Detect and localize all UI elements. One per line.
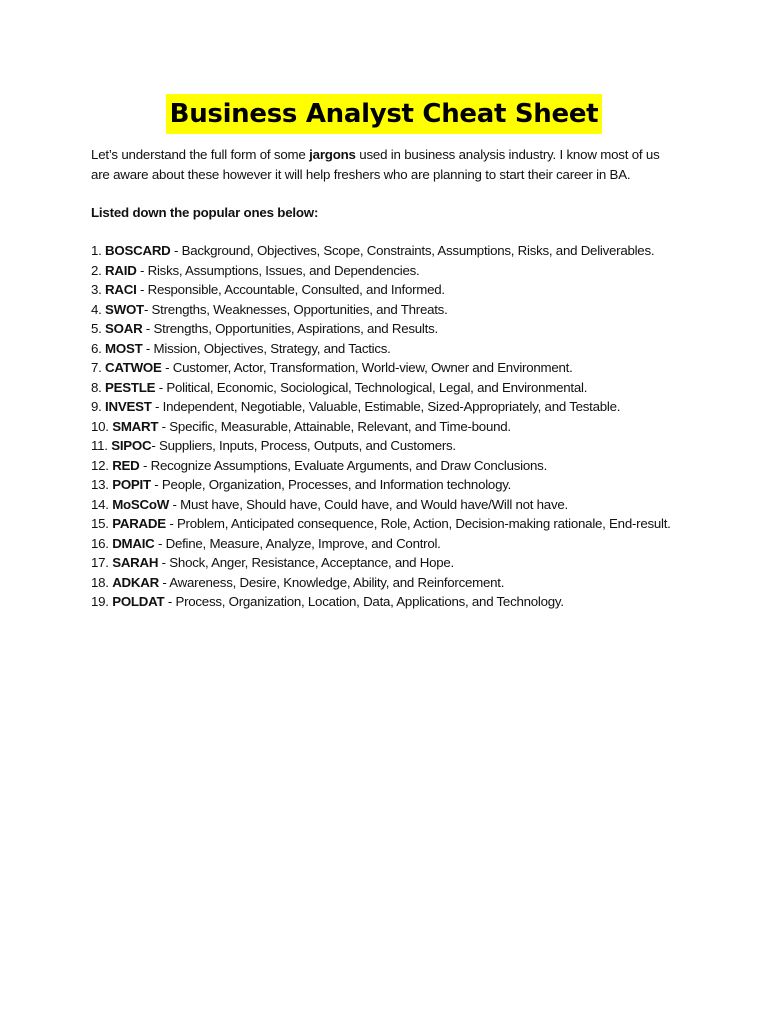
list-item-definition: - Political, Economic, Sociological, Technological, Legal, and Environmental. — [155, 379, 588, 395]
list-item-definition: - Strengths, Weaknesses, Opportunities, and Threats. — [143, 301, 448, 317]
list-item-acronym: SMART — [112, 418, 159, 434]
list-item-number: 7. — [91, 360, 102, 375]
list-item-number: 15. — [91, 516, 109, 531]
list-item-number: 6. — [91, 340, 102, 356]
intro-bold-term: jargons — [309, 147, 356, 162]
list-item-definition: - Responsible, Accountable, Consulted, and Informed. — [136, 282, 445, 297]
title-container — [0, 94, 768, 134]
intro-text-before: Let’s understand the full form of some — [91, 147, 310, 162]
list-item-number: 5. — [91, 321, 102, 336]
list-item-number: 9. — [91, 399, 102, 414]
list-item — [91, 436, 671, 456]
list-item-acronym: PESTLE — [105, 379, 156, 395]
list-item-definition: - Shock, Anger, Resistance, Acceptance, and Hope. — [158, 555, 454, 570]
list-item-acronym: BOSCARD — [105, 243, 171, 258]
list-item-number: 19. — [91, 594, 109, 609]
list-item-number: 8. — [91, 379, 102, 395]
list-item — [91, 495, 671, 515]
list-item — [91, 417, 671, 437]
document-title: Business Analyst Cheat Sheet — [166, 94, 603, 134]
intro-paragraph — [91, 145, 681, 185]
list-item — [91, 475, 671, 495]
list-item — [91, 319, 671, 339]
list-item — [91, 456, 671, 476]
list-item-number: 18. — [91, 574, 109, 590]
list-item-definition: - Risks, Assumptions, Issues, and Dependencies. — [136, 262, 420, 278]
list-item-number: 2. — [91, 262, 102, 278]
list-item-acronym: INVEST — [105, 399, 152, 414]
list-item — [91, 573, 671, 593]
list-item-number: 12. — [91, 457, 109, 473]
list-item-acronym: PARADE — [112, 516, 166, 531]
list-item-acronym: SOAR — [105, 321, 143, 336]
list-item — [91, 378, 671, 398]
list-item-definition: - Define, Measure, Analyze, Improve, and Control. — [154, 535, 441, 551]
list-item — [91, 514, 671, 534]
list-item — [91, 397, 671, 417]
list-item — [91, 358, 671, 378]
list-item-number: 14. — [91, 496, 109, 512]
list-item — [91, 261, 671, 281]
list-item-definition: - Independent, Negotiable, Valuable, Estimable, Sized-Appropriately, and Testable. — [151, 399, 621, 414]
acronym-list — [91, 241, 671, 612]
list-item-acronym: DMAIC — [112, 535, 155, 551]
list-item — [91, 241, 671, 261]
list-item-definition: - Customer, Actor, Transformation, World-view, Owner and Environment. — [161, 360, 573, 375]
list-item-number: 4. — [91, 301, 102, 317]
list-item-number: 16. — [91, 535, 109, 551]
list-heading: Listed down the popular ones below: — [91, 205, 319, 220]
list-item-definition: - Process, Organization, Location, Data, Applications, and Technology. — [164, 594, 564, 609]
list-item-number: 17. — [91, 555, 109, 570]
list-item-acronym: CATWOE — [105, 360, 162, 375]
list-item-acronym: POLDAT — [112, 594, 165, 609]
list-item-definition: - Background, Objectives, Scope, Constraints, Assumptions, Risks, and Deliverables. — [170, 243, 655, 258]
list-item-number: 3. — [91, 282, 102, 297]
list-item-acronym: SWOT — [105, 301, 144, 317]
list-item — [91, 280, 671, 300]
list-item-acronym: RACI — [105, 282, 137, 297]
list-item-definition: - Must have, Should have, Could have, and Would have/Will not have. — [169, 496, 568, 512]
list-item-acronym: ADKAR — [112, 574, 159, 590]
list-item-acronym: MoSCoW — [112, 496, 170, 512]
list-item-number: 13. — [91, 477, 109, 492]
list-item — [91, 300, 671, 320]
list-item-definition: - Mission, Objectives, Strategy, and Tactics. — [142, 340, 391, 356]
list-item-definition: - Recognize Assumptions, Evaluate Arguments, and Draw Conclusions. — [139, 457, 548, 473]
list-item-acronym: SIPOC — [111, 438, 152, 453]
list-item — [91, 553, 671, 573]
list-item-definition: - Awareness, Desire, Knowledge, Ability, and Reinforcement. — [158, 574, 505, 590]
list-item-number: 11. — [91, 438, 108, 453]
list-item-acronym: SARAH — [112, 555, 159, 570]
list-item-definition: - Suppliers, Inputs, Process, Outputs, and Customers. — [151, 438, 456, 453]
list-item — [91, 534, 671, 554]
list-item-acronym: RAID — [105, 262, 137, 278]
list-item-definition: - Problem, Anticipated consequence, Role, Action, Decision-making rationale, End-result. — [165, 516, 671, 531]
list-item-definition: - People, Organization, Processes, and Information technology. — [150, 477, 512, 492]
list-item-acronym: POPIT — [112, 477, 151, 492]
list-item-acronym: RED — [112, 457, 140, 473]
list-item-definition: - Specific, Measurable, Attainable, Relevant, and Time-bound. — [158, 418, 511, 434]
list-item-acronym: MOST — [105, 340, 143, 356]
intro-text-after: used in business analysis industry. I know most of us are aware about these however it will help freshers who are planning to start their career in BA. — [91, 147, 660, 182]
list-item-definition: - Strengths, Opportunities, Aspirations, and Results. — [142, 321, 438, 336]
list-item — [91, 339, 671, 359]
list-item-number: 10. — [91, 418, 109, 434]
list-item-number: 1. — [91, 243, 102, 258]
list-item — [91, 592, 671, 612]
